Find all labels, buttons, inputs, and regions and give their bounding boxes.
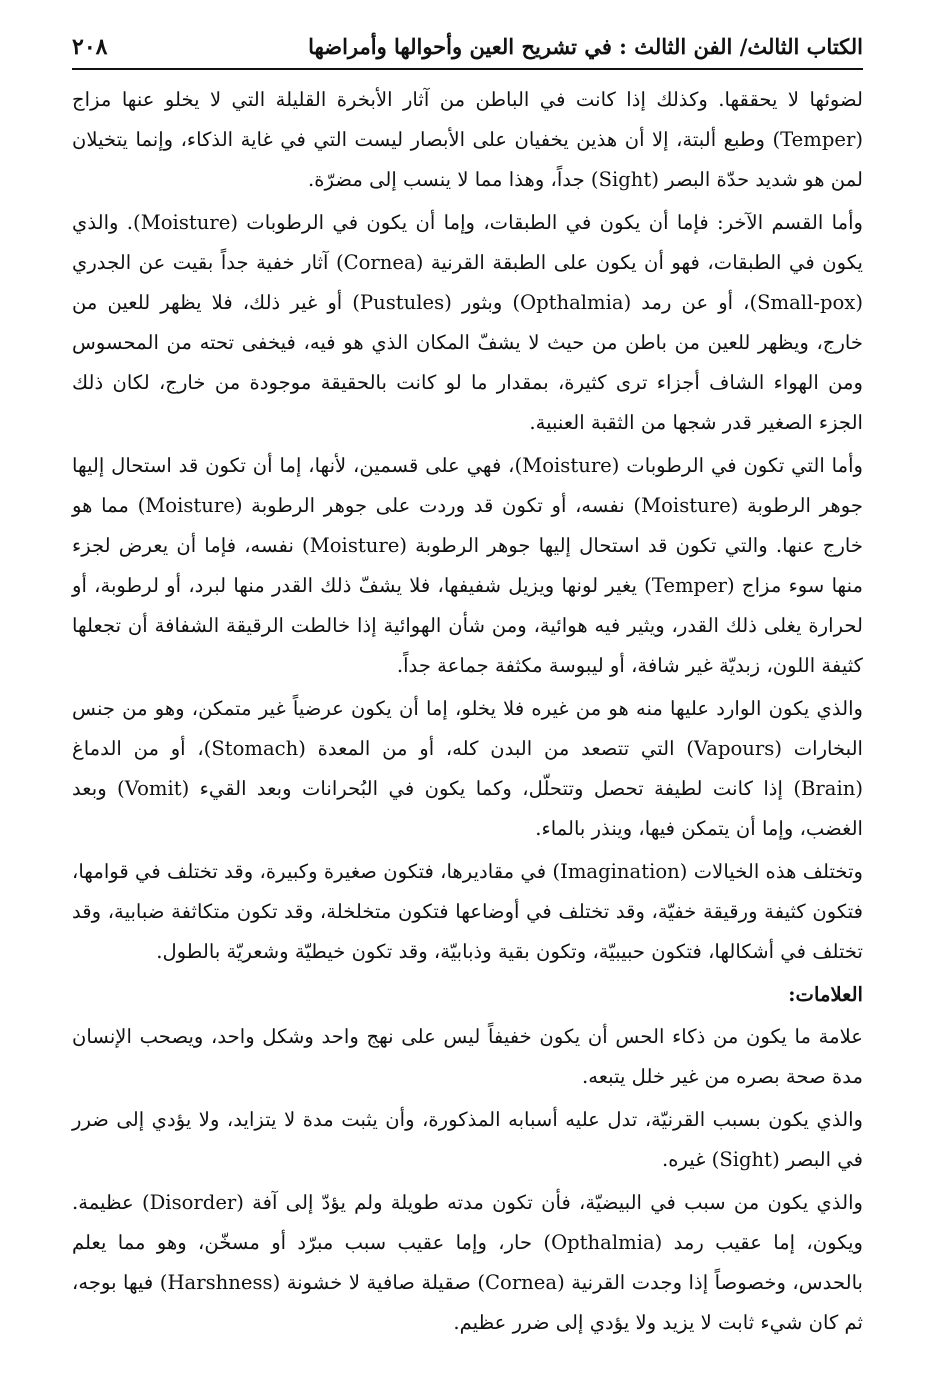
signs-paragraph-1: علامة ما يكون من ذكاء الحس أن يكون خفيفاً ليس على نهج واحد وشكل واحد، ويصحب الإنسان مدة صحة بصره من غير خلل يتبعه.: [72, 1025, 863, 1088]
running-header: [72, 34, 863, 70]
signs-paragraph-3: والذي يكون من سبب في البيضيّة، فأن تكون مدته طويلة ولم يؤدّ إلى آفة (Disorder) عظيمة. ويكون، إما عقيب رمد (Opthalmia) حار، وإما عقيب سبب مبرّد أو مسخّن، وهو مما يعلم بالحدس، وخصوصاً إذا وجدت القرنية (Cornea) صقيلة صافية لا خشونة (Harshness) فيها بوجه، ثم كان شيء ثابت لا يزيد ولا يؤدي إلى ضرر عظيم.: [72, 1191, 863, 1334]
paragraph-5: وتختلف هذه الخيالات (Imagination) في مقاديرها، فتكون صغيرة وكبيرة، وقد تختلف في قوامها، فتكون كثيفة ورقيقة خفيّة، وقد تختلف في أوضاعها فتكون متخلخلة، وقد تكون متكاثفة ضبابية، وقد تختلف في أشكالها، فتكون حبيبيّة، وتكون بقية وذبابيّة، وقد تكون خيطيّة وشعريّة بالطول.: [72, 860, 863, 963]
paragraph-1: لضوئها لا يحققها. وكذلك إذا كانت في الباطن من آثار الأبخرة القليلة التي لا يخلو عنها مزاج (Temper) وطبع ألبتة، إلا أن هذين يخفيان على الأبصار ليست التي في غاية الذكاء، وإنما يتخيلان لمن هو شديد حدّة البصر (Sight) جداً، وهذا مما لا ينسب إلى مضرّة.: [72, 88, 863, 191]
body-text: [72, 80, 863, 1343]
paragraph-2: وأما القسم الآخر: فإما أن يكون في الطبقات، وإما أن يكون في الرطوبات (Moisture). والذي يكون في الطبقات، فهو أن يكون على الطبقة القرنية (Cornea) آثار خفية جداً بقيت عن الجدري (Small-pox)، أو عن رمد (Opthalmia) وبثور (Pustules) أو غير ذلك، فلا يظهر للعين من خارج، ويظهر للعين من باطن من حيث لا يشفّ المكان الذي هو فيه، فيخفى تحته من المحسوس ومن الهواء الشاف أجزاء ترى كثيرة، بمقدار ما لو كانت بالحقيقة موجودة من خارج، لكان ذلك الجزء الصغير قدر شجها من الثقبة العنبية.: [72, 211, 864, 434]
paragraph-4: والذي يكون الوارد عليها منه هو من غيره فلا يخلو، إما أن يكون عرضياً غير متمكن، وهو من جنس البخارات (Vapours) التي تتصعد من البدن كله، أو من المعدة (Stomach)، أو من الدماغ (Brain) إذا كانت لطيفة تحصل وتتحلّل، وكما يكون في البُحرانات وبعد القيء (Vomit) وبعد الغضب، وإما أن يتمكن فيها، وينذر بالماء.: [72, 697, 864, 840]
signs-heading: العلامات:: [788, 983, 863, 1006]
paragraph-3: وأما التي تكون في الرطوبات (Moisture)، فهي على قسمين، لأنها، إما أن تكون قد استحال إليها جوهر الرطوبة (Moisture) نفسه، أو تكون قد وردت على جوهر الرطوبة (Moisture) مما هو خارج عنها. والتي تكون قد استحال إليها جوهر الرطوبة (Moisture) نفسه، فإما أن يعرض لجزء منها سوء مزاج (Temper) يغير لونها ويزيل شفيفها، فلا يشفّ ذلك القدر منها لبرد، أو لرطوبة، أو لحرارة يغلى ذلك القدر، ويثير فيه هوائية، ومن شأن الهوائية إذا خالطت الرقيقة الشفافة أن تجعلها كثيفة اللون، زبديّة غير شافة، أو ليبوسة مكثفة جماعة جداً.: [72, 454, 864, 677]
signs-paragraph-2: والذي يكون بسبب القرنيّة، تدل عليه أسبابه المذكورة، وأن يثبت مدة لا يتزايد، ولا يؤدي إلى ضرر في البصر (Sight) غيره.: [72, 1108, 863, 1171]
page-number: ٢٠٨: [72, 34, 108, 60]
running-title: الكتاب الثالث/ الفن الثالث : في تشريح العين وأحوالها وأمراضها: [308, 34, 863, 59]
